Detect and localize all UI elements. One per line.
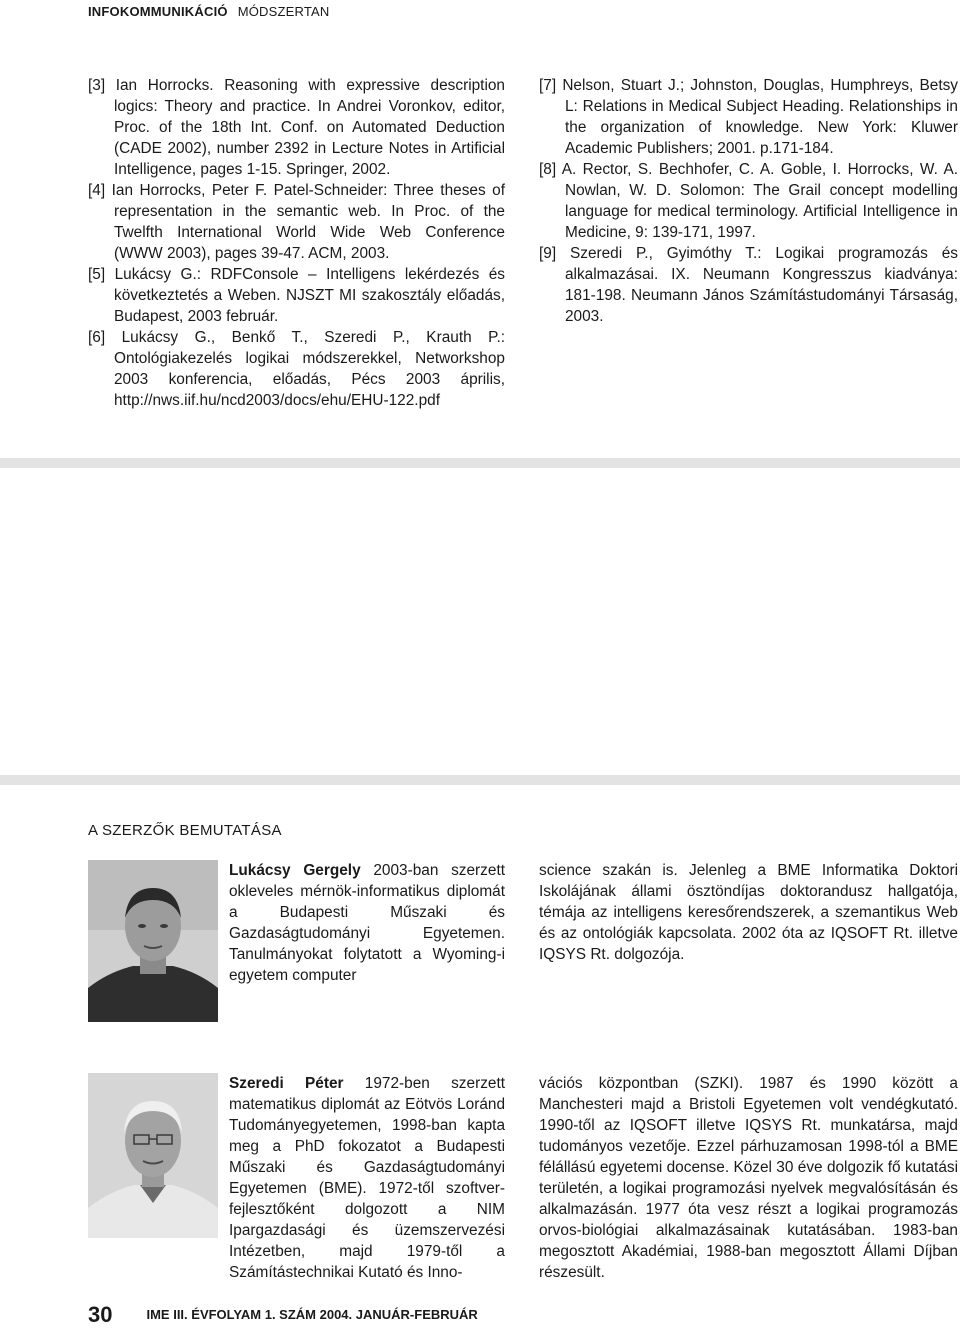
reference-5: [5] Lukácsy G.: RDFConsole – Intelligens lekérdezés és következtetés a Weben. NJSZT MI szakosztály előadás, Budapest, 2003 február. (88, 266, 505, 325)
references-left-column (88, 75, 505, 411)
author-bio-szeredi-part2 (539, 1073, 958, 1283)
author-bio-szeredi-part1 (229, 1073, 505, 1283)
portrait-1-illustration (88, 860, 218, 1022)
author-photo-szeredi (88, 1073, 218, 1238)
portrait-2-illustration (88, 1073, 218, 1238)
author-bio-lukacsy-part1 (229, 860, 505, 986)
authors-section-title: A SZERZŐK BEMUTATÁSA (88, 822, 282, 839)
running-header (88, 4, 330, 19)
page-number: 30 (88, 1302, 113, 1327)
author-name-szeredi: Szeredi Péter (229, 1075, 344, 1092)
author-bio-szeredi-text-b: vációs központban (SZKI). 1987 és 1990 között a Manchesteri majd a Bristoli Egyetemen volt vendégkutató. 1990-től az IQSOFT illetve IQSYS Rt. munkatársa, majd tudományos vezetője. Ezzel párhuzamosan 1998-tól a BME félállású egyetemi docense. Közel 30 éve dolgozik fő kutatási területén, a logikai programozási nyelvek megvalósításán és alkalmazásán. 1977 óta vesz részt a logikai programozás orvos-biológiai alkalmazásainak kutatásában. 1983-ban megosztott Akadémiai, 1988-ban megosztott Állami Díjban részesült. (539, 1075, 958, 1281)
author-bio-lukacsy-text-b: science szakán is. Jelenleg a BME Informatika Doktori Iskolájának állami ösztöndíjas doktorandusz hallgatója, témája az intelligens keresőrendszerek, a szemantikus Web és az ontológiák kapcsolata. 2002 óta az IQSOFT Rt. illetve IQSYS Rt. dolgozója. (539, 862, 958, 963)
reference-6: [6] Lukácsy G., Benkő T., Szeredi P., Krauth P.: Ontológiakezelés logikai módszerekkel, Networkshop 2003 konferencia, előadás, Pécs 2003 április, http://nws.iif.hu/ncd2003/docs/ehu/EHU-122.pdf (88, 329, 505, 409)
references-right-column (539, 75, 958, 327)
reference-9: [9] Szeredi P., Gyimóthy T.: Logikai programozás és alkalmazásai. IX. Neumann Kongresszus kiadványa: 181-198. Neumann János Számítástudományi Társaság, 2003. (539, 245, 958, 325)
page-footer (88, 1302, 478, 1328)
separator-band-top (0, 458, 960, 468)
journal-info: IME III. ÉVFOLYAM 1. SZÁM 2004. JANUÁR-FEBRUÁR (146, 1307, 478, 1322)
author-bio-lukacsy-part2 (539, 860, 958, 965)
reference-3: [3] Ian Horrocks. Reasoning with expressive description logics: Theory and practice. In Andrei Voronkov, editor, Proc. of the 18th Int. Conf. on Automated Deduction (CADE 2002), number 2392 in Lecture Notes in Artificial Intelligence, pages 1-15. Springer, 2002. (88, 77, 505, 178)
header-section: INFOKOMMUNIKÁCIÓ (88, 4, 228, 19)
reference-8: [8] A. Rector, S. Bechhofer, C. A. Goble, I. Horrocks, W. A. Nowlan, W. D. Solomon: The Grail concept modelling language for medical terminology. Artificial Intelligence in Medicine, 9: 139-171, 1997. (539, 161, 958, 241)
header-subsection: MÓDSZERTAN (237, 4, 330, 19)
reference-4: [4] Ian Horrocks, Peter F. Patel-Schneider: Three theses of representation in the semantic web. In Proc. of the Twelfth International World Wide Web Conference (WWW 2003), pages 39-47. ACM, 2003. (88, 182, 505, 262)
author-name-lukacsy: Lukácsy Gergely (229, 862, 361, 879)
author-photo-lukacsy (88, 860, 218, 1022)
separator-band-bottom (0, 775, 960, 785)
author-bio-lukacsy-text-a: 2003-ban szerzett okleveles mérnök-informatikus diplomát a Budapesti Műszaki és Gazdaságtudományi Egyetemen. Tanulmányokat folytatott a Wyoming-i egyetem computer (229, 862, 505, 984)
author-bio-szeredi-text-a: 1972-ben szerzett matematikus diplomát az Eötvös Loránd Tudományegyetemen, 1998-ban kapta meg a PhD fokozatot a Budapesti Műszaki és Gazdaságtudományi Egyetemen (BME). 1972-től szoftver-fejlesztőként dolgozott a NIM Ipargazdasági és üzemszervezési Intézetben, majd 1979-től a Számítástechnikai Kutató és Inno- (229, 1075, 505, 1281)
reference-7: [7] Nelson, Stuart J.; Johnston, Douglas, Humphreys, Betsy L: Relations in Medical Subject Heading. Relationships in the organization of knowledge. New York: Kluwer Academic Publishers; 2001. p.171-184. (539, 77, 958, 157)
